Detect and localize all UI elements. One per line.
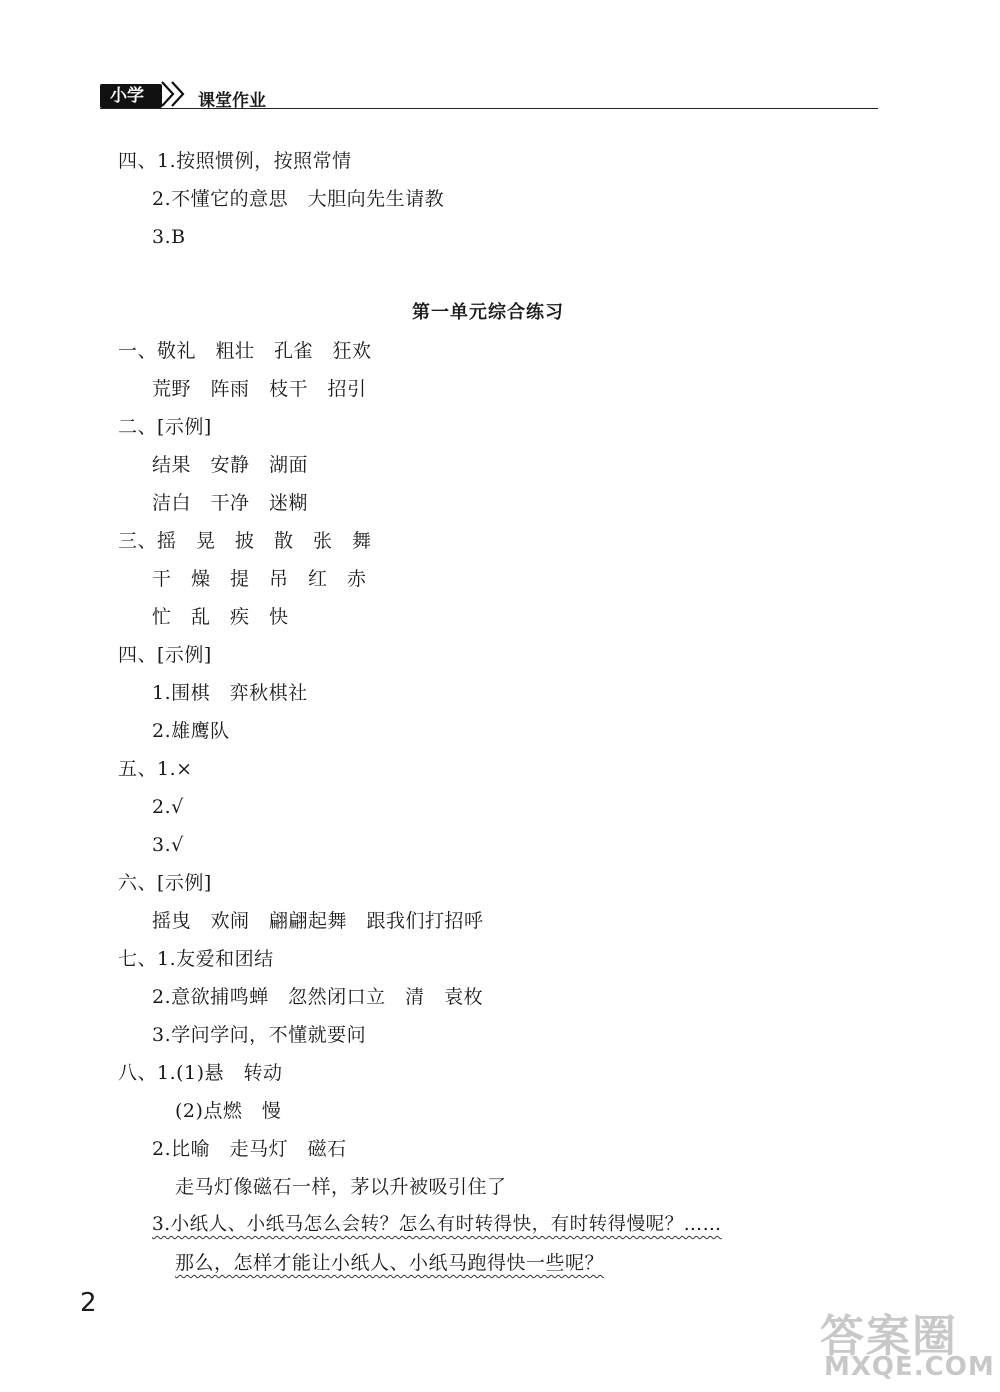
answer-line: 洁白 干净 迷糊 — [152, 492, 309, 514]
answer-line: 八、1.(1)悬 转动 — [118, 1062, 283, 1084]
answer-line: 荒野 阵雨 枝干 招引 — [152, 378, 367, 400]
answer-line: 2.不懂它的意思 大胆向先生请教 — [152, 188, 445, 210]
double-chevron-icon — [160, 78, 190, 110]
answer-line: 3.√ — [152, 834, 184, 856]
answer-line: (2)点燃 慢 — [175, 1100, 282, 1122]
answer-line: 一、敬礼 粗壮 孔雀 狂欢 — [118, 340, 372, 362]
answer-line: 摇曳 欢闹 翩翩起舞 跟我们打招呼 — [152, 910, 484, 932]
answer-line: 结果 安静 湖面 — [152, 454, 309, 476]
answer-line: 四、[示例] — [118, 644, 212, 666]
answer-line: 3.学问学问，不懂就要问 — [152, 1024, 367, 1046]
answer-line: 2.比喻 走马灯 磁石 — [152, 1138, 347, 1160]
answer-line: 七、1.友爱和团结 — [118, 948, 274, 970]
watermark-logo — [820, 1300, 995, 1384]
answer-line: 四、1.按照惯例，按照常情 — [118, 150, 352, 172]
answer-line: 忙 乱 疾 快 — [152, 606, 289, 628]
answer-line-underlined: 那么，怎样才能让小纸人、小纸马跑得快一些呢？ — [175, 1252, 605, 1274]
answer-line: 走马灯像磁石一样，茅以升被吸引住了 — [175, 1176, 507, 1198]
header-rule — [100, 108, 878, 109]
header-subtitle: 课堂作业 — [198, 91, 266, 111]
watermark-text: 答案圈 — [820, 1311, 958, 1362]
answer-line: 1.围棋 弈秋棋社 — [152, 682, 308, 704]
answer-line-underlined: 3.小纸人、小纸马怎么会转？怎么有时转得快，有时转得慢呢？…… — [152, 1214, 722, 1235]
answer-line: 3.B — [152, 226, 186, 248]
page-header — [100, 78, 878, 110]
answer-line: 二、[示例] — [118, 416, 212, 438]
section-title: 第一单元综合练习 — [412, 302, 564, 323]
answer-line: 三、摇 晃 披 散 张 舞 — [118, 530, 372, 552]
watermark-url: MXQE.COM — [824, 1352, 995, 1382]
answer-line: 干 燥 提 吊 红 赤 — [152, 568, 367, 590]
header-badge-label: 小学 — [110, 86, 144, 106]
answer-line: 2.雄鹰队 — [152, 720, 230, 742]
header-badge — [100, 84, 162, 108]
answer-line: 六、[示例] — [118, 872, 212, 894]
answer-line: 五、1.× — [118, 758, 193, 780]
answer-line: 2.√ — [152, 796, 184, 818]
page-number: 2 — [80, 1288, 97, 1318]
answer-line: 2.意欲捕鸣蝉 忽然闭口立 清 袁枚 — [152, 986, 484, 1008]
